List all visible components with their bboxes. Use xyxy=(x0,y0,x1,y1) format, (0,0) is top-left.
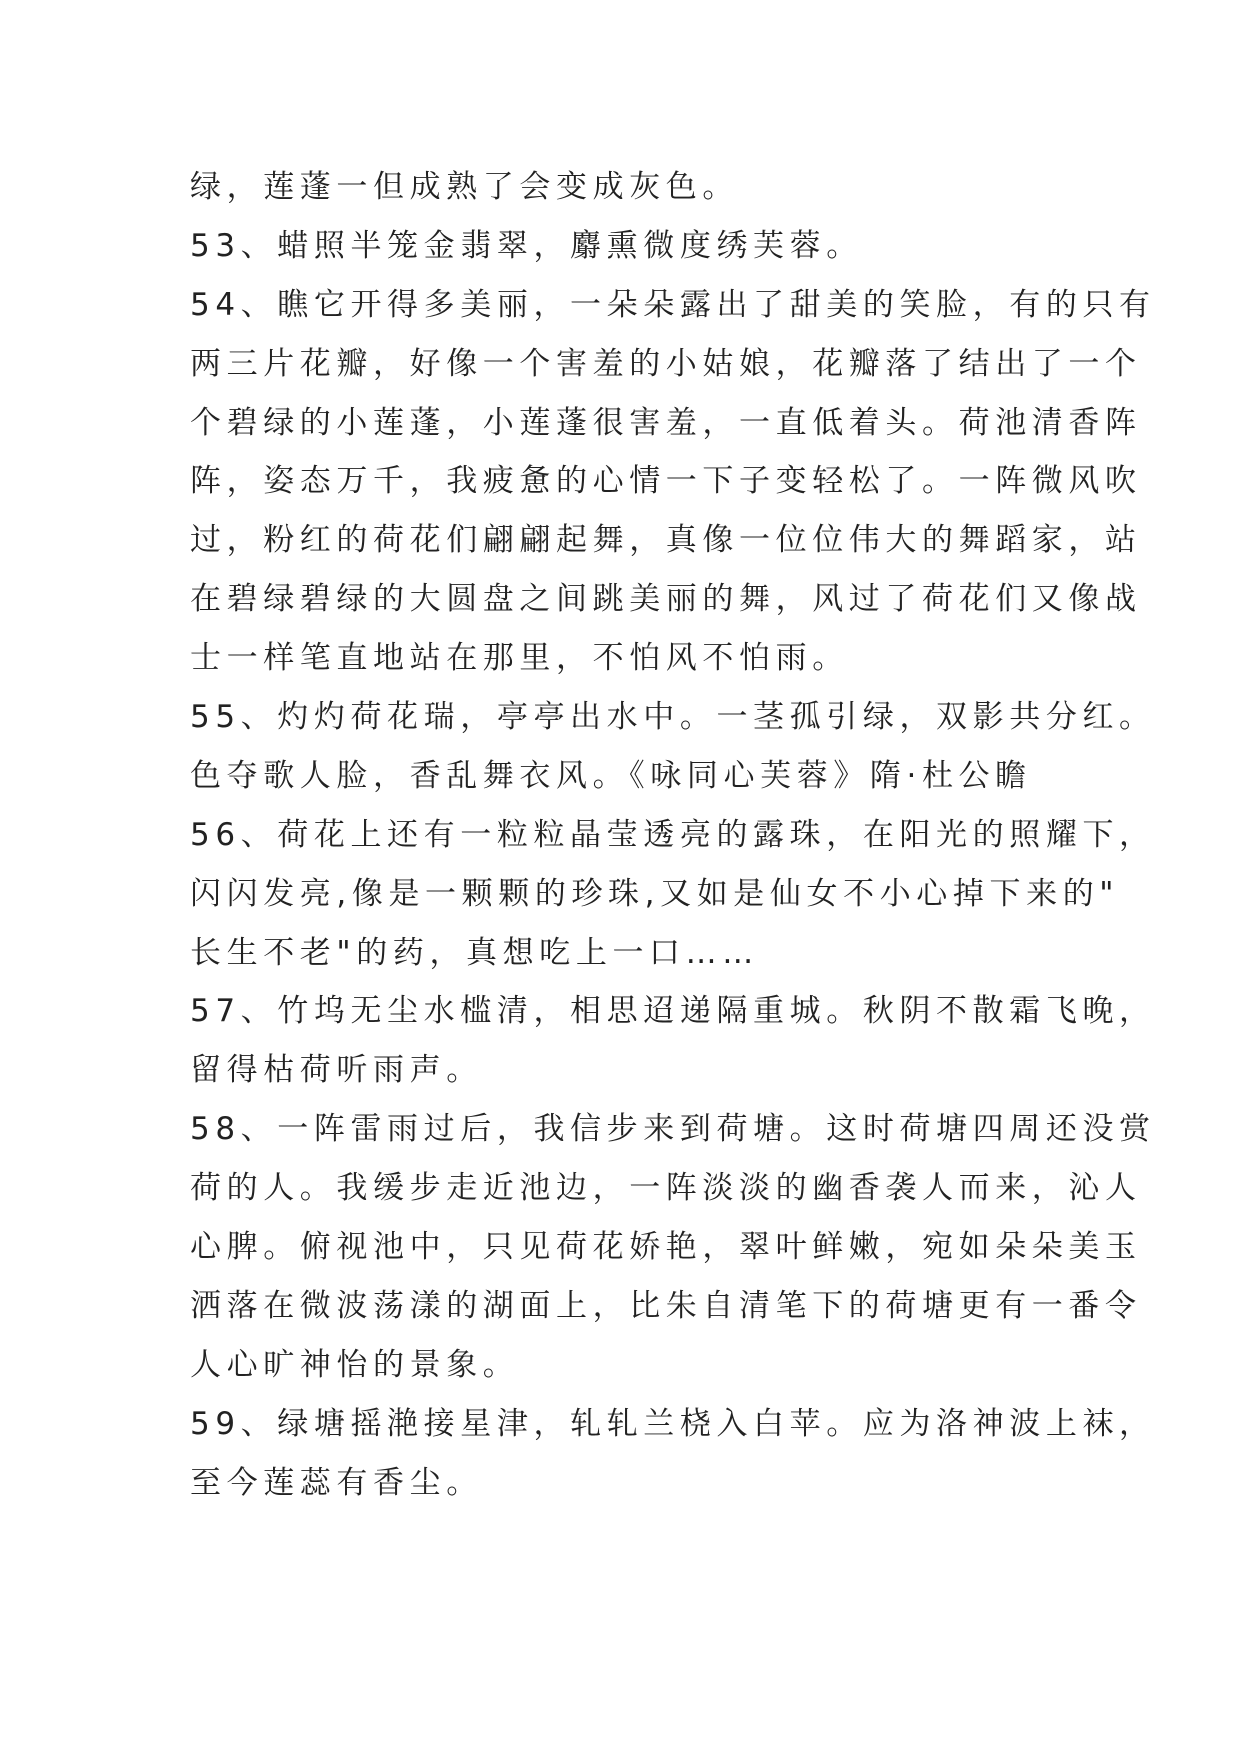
text-line: 阵，姿态万千，我疲惫的心情一下子变轻松了。一阵微风吹 xyxy=(190,463,1142,500)
text-line: 至今莲蕊有香尘。 xyxy=(190,1464,483,1501)
text-line: 色夺歌人脸，香乱舞衣风。《咏同心芙蓉》隋·杜公瞻 xyxy=(190,757,1032,794)
text-line: 人心旷神怡的景象。 xyxy=(190,1346,520,1383)
text-line: 59、绿塘摇滟接星津，轧轧兰桡入白苹。应为洛神波上袜， xyxy=(190,1405,1156,1442)
text-line: 57、竹坞无尘水槛清，相思迢递隔重城。秋阴不散霜飞晚， xyxy=(190,993,1156,1030)
text-line: 53、蜡照半笼金翡翠，麝熏微度绣芙蓉。 xyxy=(190,227,863,264)
text-line: 过，粉红的荷花们翩翩起舞，真像一位位伟大的舞蹈家，站 xyxy=(190,522,1142,559)
text-line: 个碧绿的小莲蓬，小莲蓬很害羞，一直低着头。荷池清香阵 xyxy=(190,404,1142,441)
text-line: 留得枯荷听雨声。 xyxy=(190,1052,483,1089)
text-line: 在碧绿碧绿的大圆盘之间跳美丽的舞，风过了荷花们又像战 xyxy=(190,581,1142,618)
text-line: 洒落在微波荡漾的湖面上，比朱自清笔下的荷塘更有一番令 xyxy=(190,1287,1142,1324)
text-line: 心脾。俯视池中，只见荷花娇艳，翠叶鲜嫩，宛如朵朵美玉 xyxy=(190,1229,1142,1266)
text-line: 55、灼灼荷花瑞，亭亭出水中。一茎孤引绿，双影共分红。 xyxy=(190,699,1156,736)
text-line: 士一样笔直地站在那里，不怕风不怕雨。 xyxy=(190,640,849,677)
text-line: 54、瞧它开得多美丽，一朵朵露出了甜美的笑脸，有的只有 xyxy=(190,286,1156,323)
text-line: 长生不老"的药，真想吃上一口…… xyxy=(190,934,759,971)
text-line: 绿，莲蓬一但成熟了会变成灰色。 xyxy=(190,169,739,205)
text-line: 闪闪发亮,像是一颗颗的珍珠,又如是仙女不小心掉下来的" xyxy=(190,875,1120,912)
text-line: 56、荷花上还有一粒粒晶莹透亮的露珠，在阳光的照耀下， xyxy=(190,816,1156,853)
body-text xyxy=(190,158,1156,1512)
text-line: 58、一阵雷雨过后，我信步来到荷塘。这时荷塘四周还没赏 xyxy=(190,1111,1156,1148)
text-line: 荷的人。我缓步走近池边，一阵淡淡的幽香袭人而来，沁人 xyxy=(190,1170,1142,1207)
text-line: 两三片花瓣，好像一个害羞的小姑娘，花瓣落了结出了一个 xyxy=(190,345,1142,382)
